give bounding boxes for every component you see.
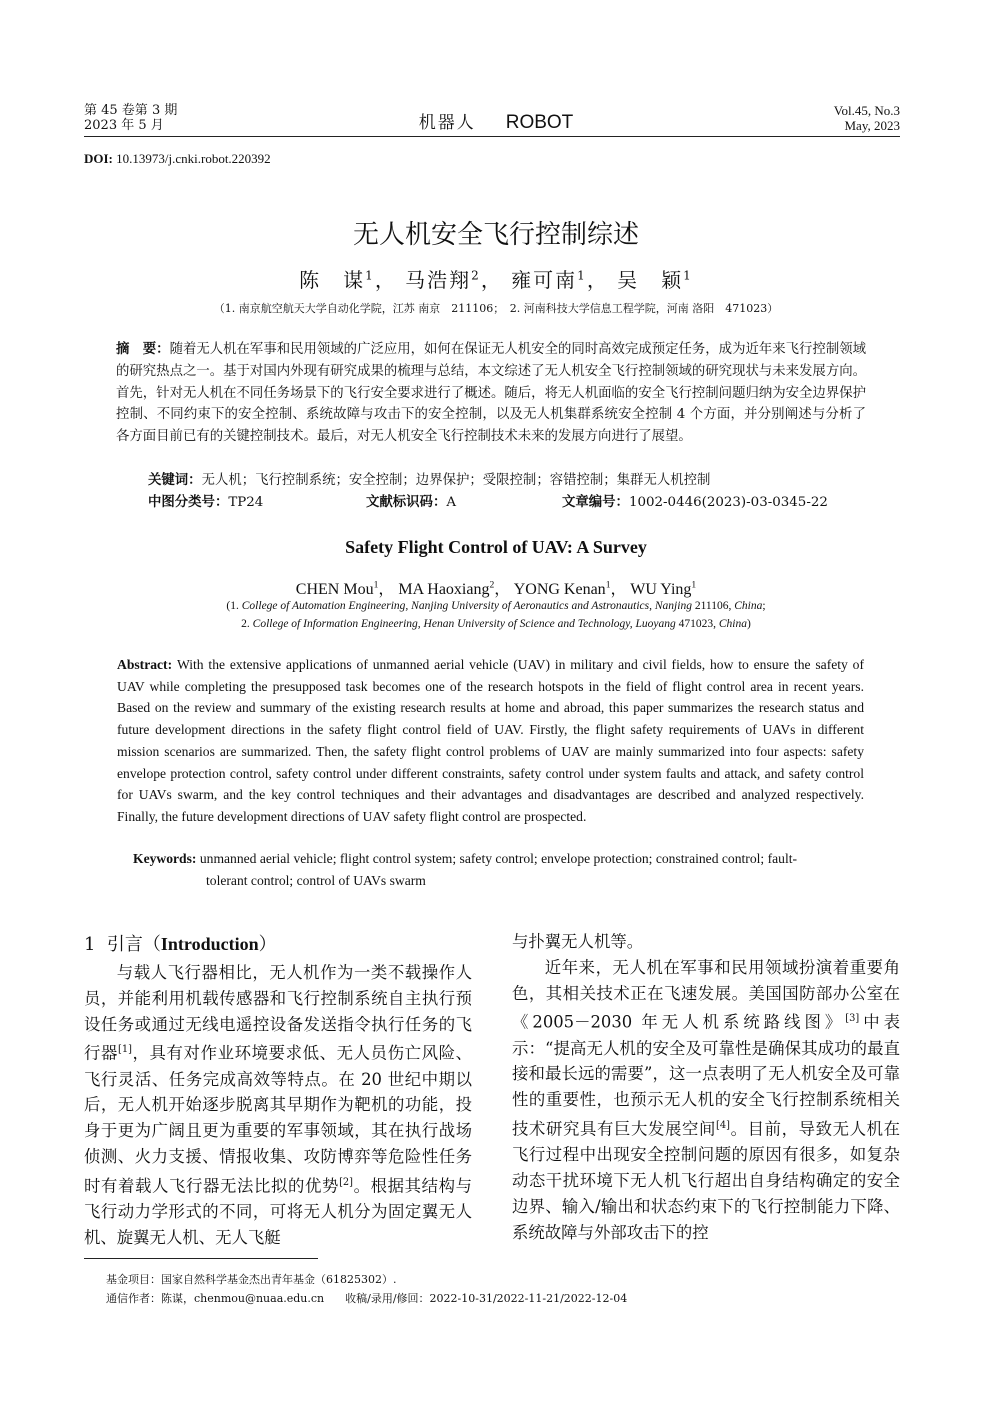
citation[interactable]: [4]: [716, 1120, 730, 1132]
author-en: WU Ying$^1$: [630, 579, 697, 598]
clc-number: 中图分类号：TP24: [148, 495, 264, 510]
abstract-cn-text: 随着无人机在军事和民用领域的广泛应用，如何在保证无人机安全的同时高效完成预定任务，成为近年来飞行控制领域的研究热点之一。基于对国内外现有研究成果的梳理与总结，本文综述了无人机安全飞行控制领域的研究现状与未来发展方向。首先，针对无人机在不同任务场景下的飞行安全要求进行了概述。随后，将无人机面临的安全飞行控制问题归纳为安全边界保护控制、不同约束下的安全控制、系统故障与攻击下的安全控制，以及无人机集群系统安全控制 4 个方面，并分别阐述与分析了各方面目前已有的关键控制技术。最后，对无人机安全飞行控制技术未来的发展方向进行了展望。: [116, 342, 867, 445]
author-cn: 雍可南$^1$，: [511, 268, 609, 292]
date-en: May, 2023: [844, 118, 900, 133]
author-en: YONG Kenan$^1$，: [513, 579, 627, 598]
header-divider: [84, 136, 900, 137]
body-paragraph: 与扑翼无人机等。: [512, 932, 644, 951]
footnote-divider: [84, 1258, 318, 1259]
affiliation-en-1: (1. College of Automation Engineering, Nanjing University of Aeronautics and Astronautics, Nanjing 211106, China;: [226, 600, 766, 612]
keywords-en-line1: unmanned aerial vehicle; flight control system; safety control; envelope protection; constrained control; fault-: [199, 851, 798, 866]
citation[interactable]: [3]: [845, 1013, 860, 1025]
doi-value: 10.13973/j.cnki.robot.220392: [116, 151, 271, 166]
document-code: 文献标识码：A: [366, 495, 457, 510]
title-en: Safety Flight Control of UAV: A Survey: [345, 537, 647, 557]
body-paragraph: 近年来，无人机在军事和民用领域扮演着重要角色，其相关技术正在飞速发展。美国国防部办公室在《2005－2030 年无人机系统路线图》[3]中表示：“提高无人机的安全及可靠性是确保其成功的最直接和最长远的需要”，这一点表明了无人机安全及可靠性的重要性，也预示无人机的安全飞行控制系统相关技术研究具有巨大发展空间[4]。目前，导致无人机在飞行过程中出现安全控制问题的原因有很多，如复杂动态干扰环境下无人机飞行超出自身结构确定的安全边界、输入/输出和状态约束下的飞行控制能力下降、系统故障与外部攻击下的控: [512, 957, 901, 1242]
body-column-right: [512, 929, 900, 1246]
body-paragraph: 与载人飞行器相比，无人机作为一类不载操作人员，并能利用机载传感器和飞行控制系统自主执行预设任务或通过无线电遥控设备发送指令执行任务的飞行器[1]，具有对作业环境要求低、无人员伤亡风险、飞行灵活、任务完成高效等特点。在 20 世纪中期以后，无人机开始逐步脱离其早期作为靶机的功能，投身于更为广阔且更为重要的军事领域，其在执行战场侦测、火力支援、情报收集、攻防博弈等危险性任务时有着载人飞行器无法比拟的优势[2]。根据其结构与飞行动力学形式的不同，可将无人机分为固定翼无人机、旋翼无人机、无人飞艇: [84, 963, 473, 1247]
section-heading: 1 引言（Introduction）: [84, 934, 277, 955]
footnote-fund: 基金项目：国家自然科学基金杰出青年基金（61825302）.: [106, 1273, 397, 1286]
journal-issue-en: [834, 103, 900, 133]
keywords-cn-label: 关键词：: [148, 473, 202, 488]
keywords-en: [133, 848, 864, 892]
footnote-correspondence: [106, 1290, 627, 1306]
section-number: 1: [84, 934, 96, 955]
issue-cn: 第 45 卷第 3 期: [84, 103, 178, 118]
affiliation-en-2: 2. College of Information Engineering, Henan University of Science and Technology, Luoyang 471023, China): [241, 618, 751, 630]
author-cn: 陈 谋$^1$，: [299, 268, 397, 292]
authors-en: [0, 576, 992, 599]
article-number: 文章编号：1002-0446(2023)-03-0345-22: [562, 495, 828, 510]
received-dates: 收稿/录用/修回：2022-10-31/2022-11-21/2022-12-04: [345, 1292, 628, 1305]
author-cn: 马浩翔$^2$，: [405, 268, 503, 292]
section-title-cn: 引言（: [106, 934, 161, 955]
author-cn: 吴 颖$^1$: [617, 268, 693, 292]
body-column-left: [84, 960, 472, 1251]
keywords-en-line2: tolerant control; control of UAVs swarm: [206, 873, 426, 888]
keywords-cn: [148, 469, 710, 488]
volume-en: Vol.45, No.3: [833, 103, 900, 118]
abstract-en: [117, 654, 864, 828]
affiliations-cn: （1. 南京航空航天大学自动化学院，江苏 南京 211106； 2. 河南科技大学信息工程学院，河南 洛阳 471023）: [213, 302, 779, 315]
title-cn: 无人机安全飞行控制综述: [352, 220, 639, 250]
keywords-en-label: Keywords:: [133, 851, 197, 866]
abstract-cn: [116, 339, 866, 448]
doi-line: [84, 151, 271, 167]
author-en: MA Haoxiang$^2$，: [398, 579, 511, 598]
date-cn: 2023 年 5 月: [84, 118, 164, 133]
journal-name-en: ROBOT: [505, 112, 574, 133]
abstract-en-text: With the extensive applications of unmanned aerial vehicle (UAV) in military and civil fields, how to ensure the safety of UAV while completing the presupposed task becomes one of the research hotspots in the field of flight control area in recent years. Based on the review and summary of the existing research results at home and abroad, this paper summarizes the research status and future development directions in the safety flight control field of UAV. Firstly, the flight safety requirements of UAVs in different mission scenarios are summarized. Then, the safety flight control problems of UAV are mainly summarized into four aspects: safety envelope protection control, safety control under different constraints, safety control under system faults and attack, and safety control for UAVs swarm, and the key control techniques and their advantages and disadvantages are described and analyzed respectively. Finally, the future development directions of UAV safety flight control are prospected.: [117, 657, 864, 824]
citation[interactable]: [2]: [339, 1176, 353, 1188]
doi-label: DOI:: [84, 151, 113, 166]
journal-name-cn: 机器人: [418, 113, 476, 133]
section-title-en: Introduction: [160, 934, 259, 954]
citation[interactable]: [1]: [118, 1044, 132, 1056]
corresponding-author: 通信作者：陈谋，chenmou@nuaa.edu.cn: [106, 1292, 325, 1305]
abstract-en-label: Abstract:: [117, 657, 173, 672]
abstract-cn-label: 摘 要：: [116, 342, 170, 357]
author-en: CHEN Mou$^1$，: [295, 579, 395, 598]
authors-cn: [0, 264, 992, 293]
keywords-cn-text: 无人机；飞行控制系统；安全控制；边界保护；受限控制；容错控制；集群无人机控制: [201, 473, 711, 488]
